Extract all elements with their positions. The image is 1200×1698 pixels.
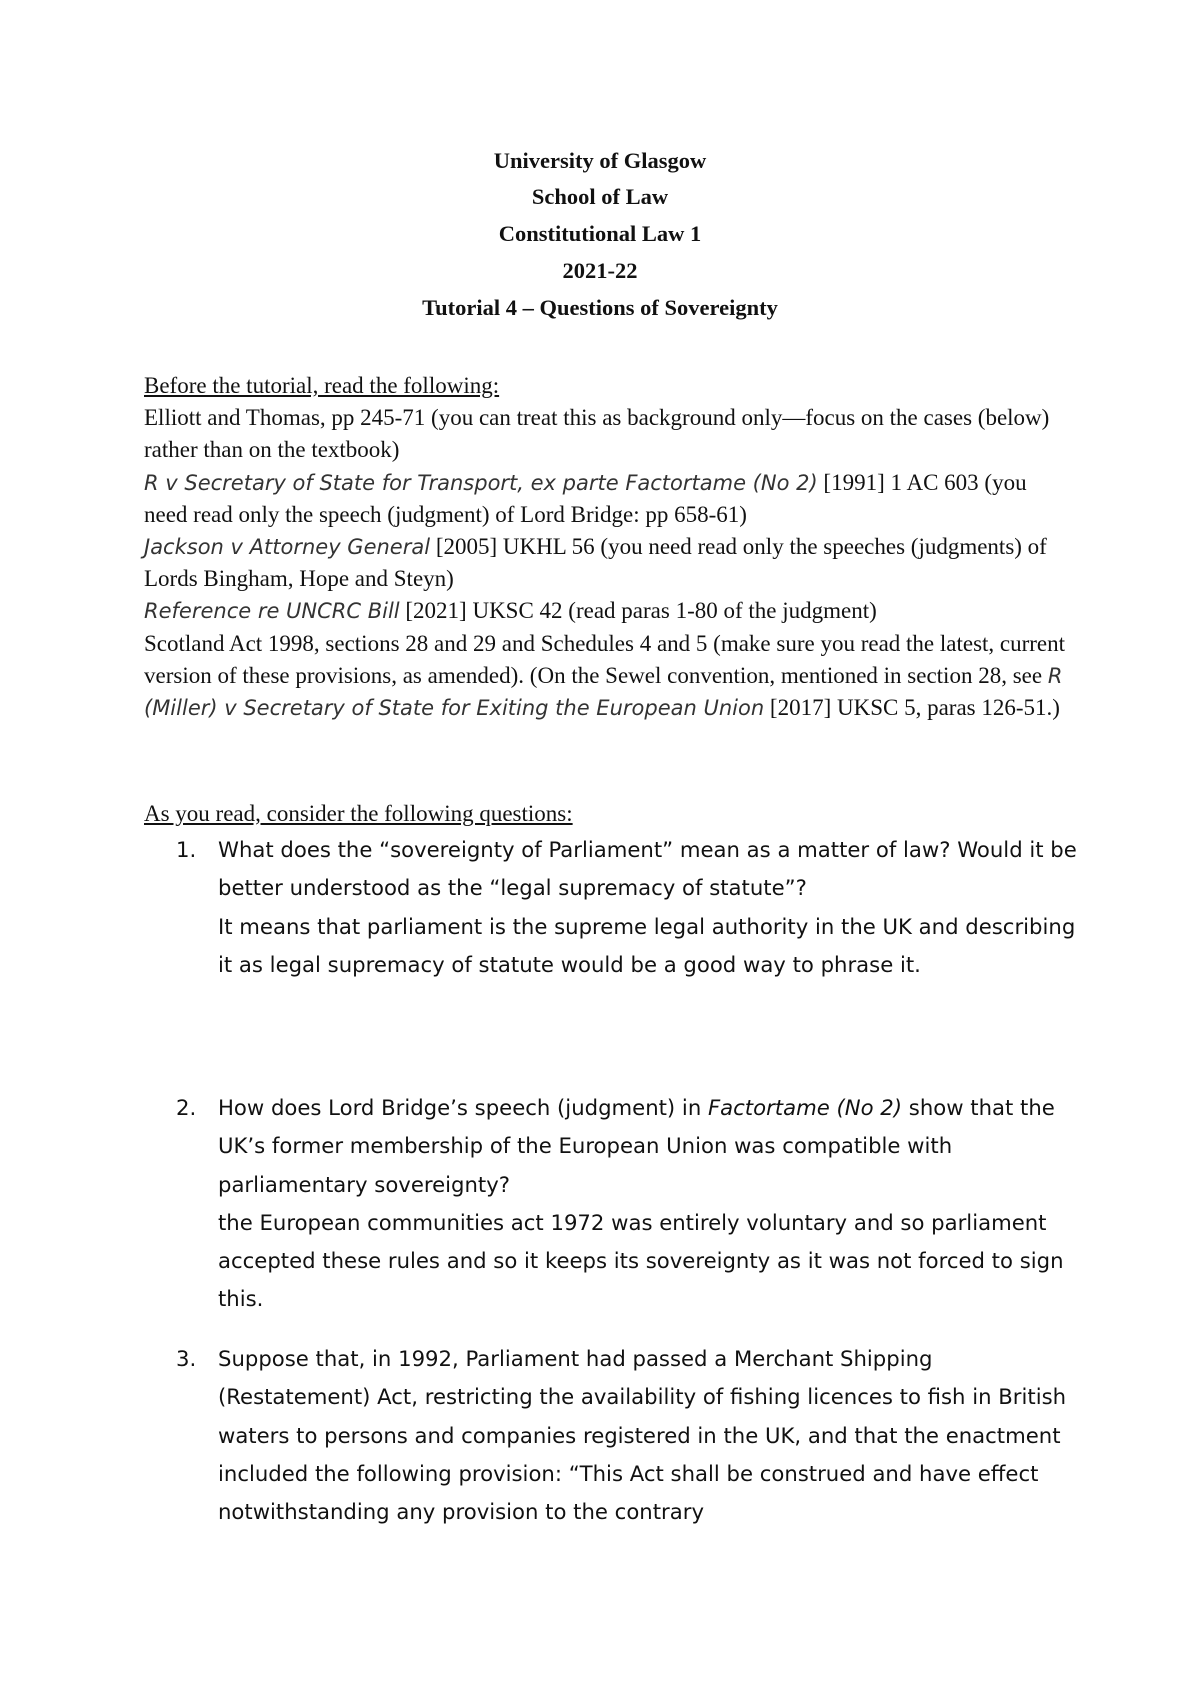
reading-item-scotland-act [144, 628, 1074, 725]
answer-text: the European communities act 1972 was entirely voluntary and so parliament accepted these rules and so it keeps its sovereignty as it was not forced to sign this. [218, 1209, 1064, 1312]
question-text: What does the “sovereignty of Parliament” mean as a matter of law? Would it be better understood as the “legal supremacy of statute”? [218, 837, 1077, 901]
school-name: School of Law [531, 184, 669, 209]
question-body [218, 1089, 1078, 1319]
reading-item-jackson [144, 531, 1074, 595]
question-text-part-b: show that the UK’s former membership of the European Union was compatible with parliamentary sovereignty? [218, 1095, 1055, 1197]
university-name: University of Glasgow [493, 148, 707, 173]
citation-uncrc: [2021] UKSC 42 (read paras 1-80 of the judgment) [399, 598, 877, 624]
academic-year: 2021-22 [562, 258, 638, 283]
reading-heading: Before the tutorial, read the following: [144, 373, 500, 398]
course-title: Constitutional Law 1 [498, 221, 702, 246]
case-name-factortame: R v Secretary of State for Transport, ex parte Factortame (No 2) [144, 470, 818, 495]
tutorial-title: Tutorial 4 – Questions of Sovereignty [422, 295, 778, 320]
question-number: 1. [176, 837, 197, 862]
question-body [218, 1340, 1078, 1531]
case-name-uncrc: Reference re UNCRC Bill [144, 599, 400, 624]
question-text-part-a: How does Lord Bridge’s speech (judgment) in [218, 1095, 708, 1120]
answer-text: It means that parliament is the supreme legal authority in the UK and describing it as legal supremacy of statute would be a good way to phrase it. [218, 913, 1076, 977]
questions-heading: As you read, consider the following questions: [144, 801, 573, 826]
case-name-miller: R (Miller) v Secretary of State for Exiting the European Union [144, 663, 1063, 721]
question-text [218, 1089, 1078, 1204]
citation-factortame: [1991] 1 AC 603 (you need read only the speech (judgment) of Lord Bridge: pp 658-61) [144, 469, 1027, 527]
case-name-factortame-ref: Factortame (No 2) [707, 1095, 903, 1120]
reading-item-factortame [144, 467, 1074, 531]
scotland-act-text: Scotland Act 1998, sections 28 and 29 and Schedules 4 and 5 (make sure you read the latest, current version of these provisions, as amended). (On the Sewel convention, mentioned in section 28, see [144, 630, 1066, 688]
case-name-jackson: Jackson v Attorney General [144, 535, 431, 560]
reading-elliott-text: Elliott and Thomas, pp 245-71 (you can treat this as background only—focus on the cases (below) rather than on the textbook) [144, 405, 1050, 463]
citation-jackson: [2005] UKHL 56 (you need read only the speeches (judgments) of Lords Bingham, Hope and Steyn) [144, 534, 1047, 592]
reading-list [144, 370, 1074, 724]
citation-miller: [2017] UKSC 5, paras 126-51.) [764, 695, 1060, 721]
reading-item-elliott [144, 402, 1074, 466]
question-number: 2. [176, 1095, 197, 1120]
question-number: 3. [176, 1346, 197, 1371]
question-text: Suppose that, in 1992, Parliament had passed a Merchant Shipping (Restatement) Act, restricting the availability of fishing licences to fish in British waters to persons and companies registered in the UK, and that the enactment included the following provision: “This Act shall be construed and have effect notwithstanding any provision to the contrary [218, 1346, 1067, 1525]
question-body [218, 831, 1078, 984]
reading-item-uncrc [144, 595, 1074, 627]
